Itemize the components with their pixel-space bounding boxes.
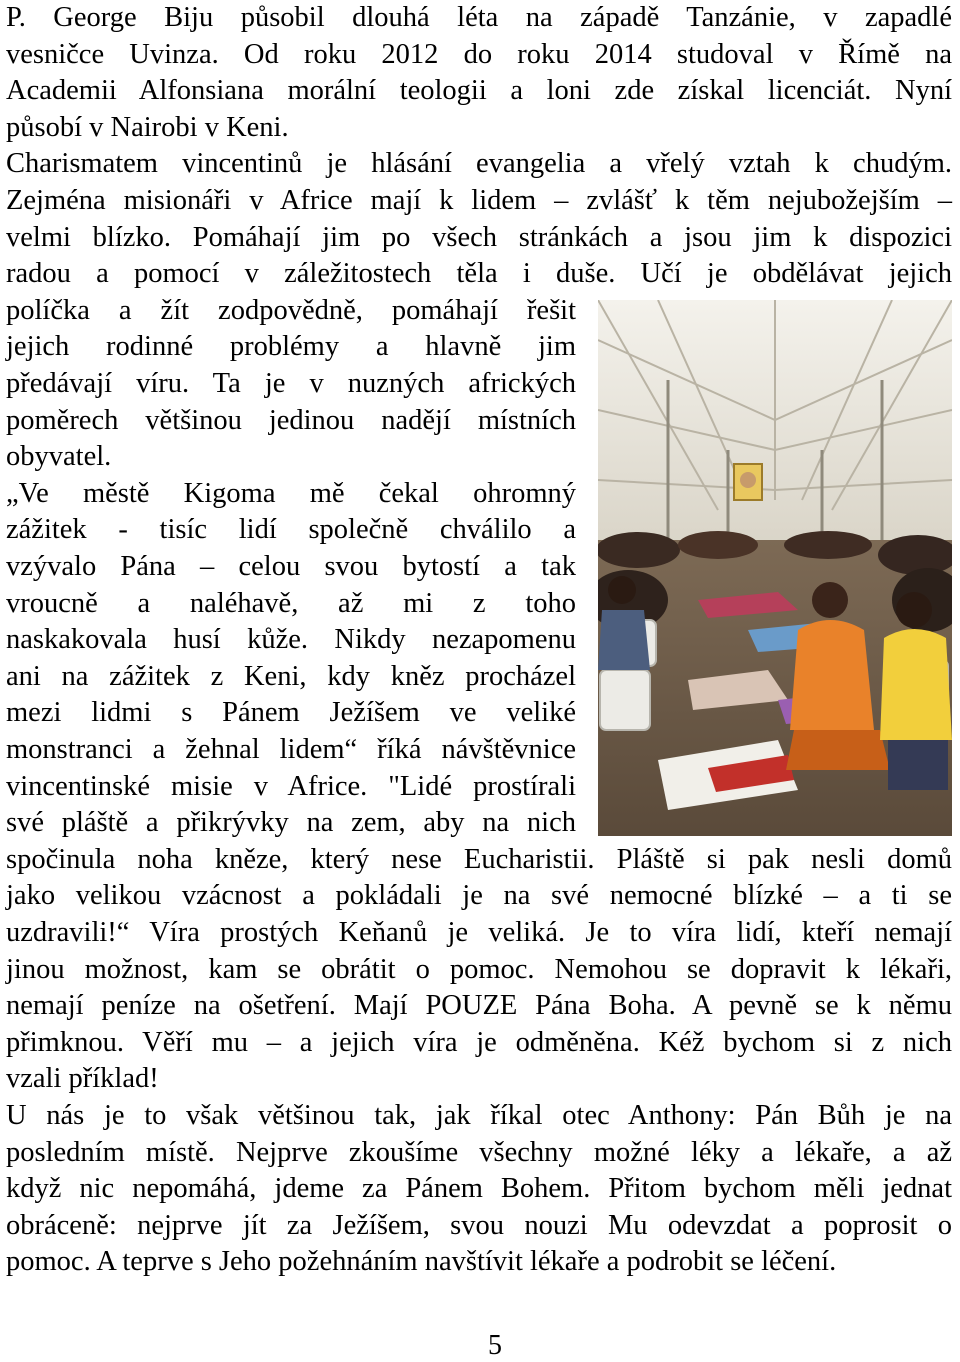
text-line: zážitek - tisíc lidí společně chválilo a [6, 514, 576, 546]
text-line: pomoc. A teprve s Jeho požehnáním navštívit lékaře a podrobit se léčení. [6, 1246, 837, 1278]
text-line: „Ve městě Kigoma mě čekal ohromný [6, 477, 576, 509]
text-line: jejich rodinné problémy a hlavně jim [6, 331, 576, 363]
text-line: mezi lidmi s Pánem Ježíšem ve veliké [6, 697, 576, 729]
text-line: jinou možnost, kam se obrátit o pomoc. Nemohou se dopravit k lékaři, [6, 953, 952, 985]
text-line: přimknou. Věří mu – a jejich víra je odměněna. Kéž bychom si z nich [6, 1026, 952, 1058]
text-line: spočinula noha kněze, který nese Eucharistii. Pláště si pak nesli domů [6, 843, 952, 875]
text-line: jako velikou vzácnost a pokládali je na své nemocné blízké – a ti se [6, 880, 952, 912]
text-line: U nás je to však většinou tak, jak říkal otec Anthony: Pán Bůh je na [6, 1100, 952, 1131]
photo-illustration [598, 300, 952, 836]
text-line: P. George Biju působil dlouhá léta na západě Tanzánie, v zapadlé [6, 2, 952, 33]
text-line: posledním místě. Nejprve zkoušíme všechny možné léky a lékaře, a až [6, 1136, 952, 1168]
text-line: monstranci a žehnal lidem“ říká návštěvnice [6, 734, 576, 765]
text-line: poměrech většinou jedinou nadějí místních [6, 404, 576, 436]
text-line: políčka a žít zodpovědně, pomáhají řešit [6, 294, 576, 326]
text-line: vroucně a naléhavě, až mi z toho [6, 587, 576, 619]
text-line: vzali příklad! [6, 1063, 159, 1095]
text-line: naskakovala husí kůže. Nikdy nezapomenu [6, 624, 576, 656]
text-line: velmi blízko. Pomáhají jim po všech stránkách a jsou jim k dispozici [6, 221, 952, 253]
text-line: uzdravili!“ Víra prostých Keňanů je veliká. Je to víra lidí, kteří nemají [6, 917, 952, 948]
text-line: obráceně: nejprve jít za Ježíšem, svou nouzi Mu odevzdat a poprosit o [6, 1209, 952, 1241]
page-number: 5 [488, 1330, 502, 1361]
photo-tent-worship [598, 300, 952, 836]
text-line: Academii Alfonsiana morální teologii a loni zde získal licenciát. Nyní [6, 75, 952, 107]
text-line: obyvatel. [6, 441, 112, 473]
text-line: když nic nepomáhá, jdeme za Pánem Bohem. Přitom bychom měli jednat [6, 1173, 952, 1205]
text-line: vincentinské misie v Africe. "Lidé prostírali [6, 770, 576, 802]
text-line: své pláště a přikrývky na zem, aby na nich [6, 807, 576, 839]
text-line: působí v Nairobi v Keni. [6, 111, 289, 143]
text-line: předávají víru. Ta je v nuzných afrických [6, 368, 576, 399]
text-line: radou a pomocí v záležitostech těla i duše. Učí je obdělávat jejich [6, 258, 952, 290]
text-line: vzývalo Pána – celou svou bytostí a tak [6, 551, 576, 582]
text-line: nemají peníze na ošetření. Mají POUZE Pána Boha. A pevně se k němu [6, 990, 952, 1022]
text-line: vesničce Uvinza. Od roku 2012 do roku 2014 studoval v Římě na [6, 38, 952, 70]
text-line: Zejména misionáři v Africe mají k lidem – zvlášť k těm nejubožejším – [6, 185, 952, 216]
text-line: Charismatem vincentinů je hlásání evangelia a vřelý vztah k chudým. [6, 148, 952, 180]
text-line: ani na zážitek z Keni, kdy kněz procházel [6, 660, 576, 692]
